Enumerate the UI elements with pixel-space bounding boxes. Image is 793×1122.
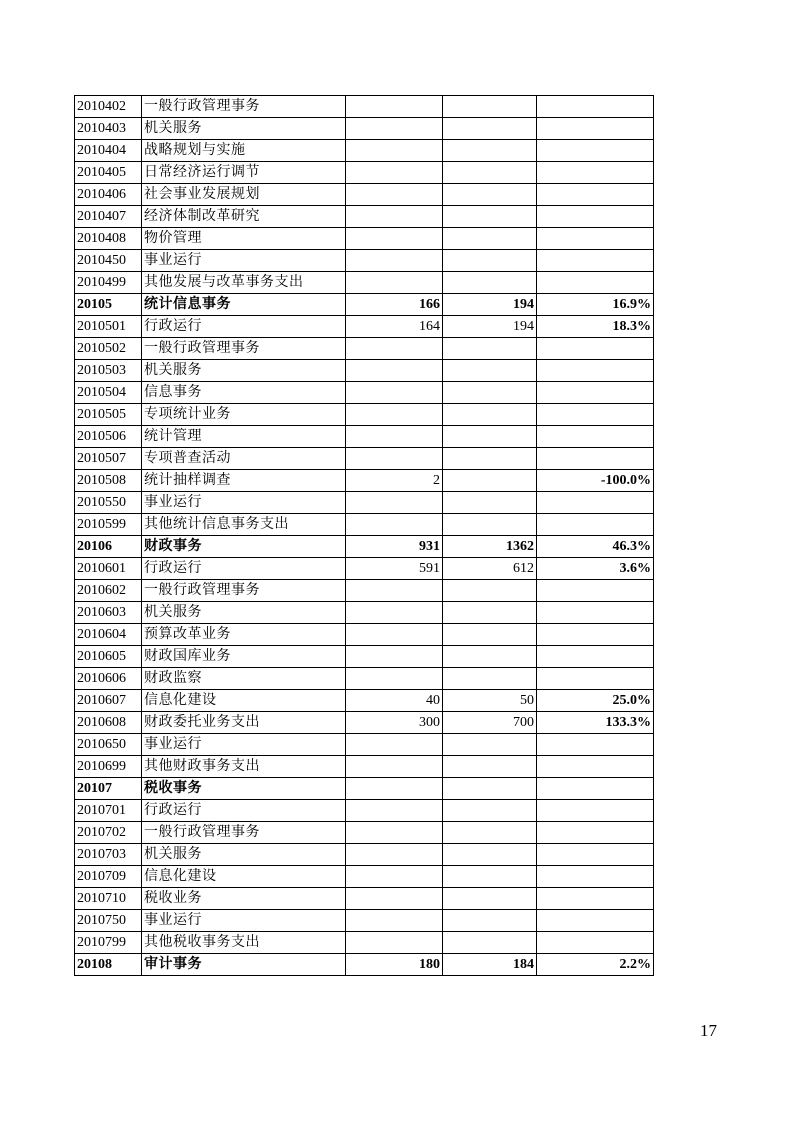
cell-growth-rate: [537, 910, 654, 932]
cell-code: 2010604: [75, 624, 142, 646]
cell-code: 2010503: [75, 360, 142, 382]
cell-growth-rate: [537, 866, 654, 888]
cell-prior-value: [346, 96, 443, 118]
cell-current-value: [443, 646, 537, 668]
cell-prior-value: [346, 514, 443, 536]
cell-current-value: [443, 580, 537, 602]
cell-name: 专项统计业务: [142, 404, 346, 426]
cell-name: 统计管理: [142, 426, 346, 448]
table-row: [75, 646, 654, 668]
cell-name: 财政事务: [142, 536, 346, 558]
cell-growth-rate: 46.3%: [537, 536, 654, 558]
cell-name: 物价管理: [142, 228, 346, 250]
cell-growth-rate: [537, 822, 654, 844]
cell-prior-value: 164: [346, 316, 443, 338]
cell-growth-rate: [537, 404, 654, 426]
table-row: [75, 470, 654, 492]
cell-current-value: [443, 382, 537, 404]
cell-growth-rate: [537, 228, 654, 250]
cell-code: 2010608: [75, 712, 142, 734]
cell-name: 信息事务: [142, 382, 346, 404]
cell-prior-value: [346, 646, 443, 668]
cell-growth-rate: [537, 118, 654, 140]
cell-growth-rate: 25.0%: [537, 690, 654, 712]
table-row: [75, 844, 654, 866]
cell-growth-rate: [537, 162, 654, 184]
cell-current-value: [443, 404, 537, 426]
cell-current-value: [443, 822, 537, 844]
cell-prior-value: 931: [346, 536, 443, 558]
table-row: [75, 910, 654, 932]
table-row: [75, 558, 654, 580]
table-row: [75, 888, 654, 910]
table-row: [75, 624, 654, 646]
cell-code: 2010799: [75, 932, 142, 954]
cell-prior-value: 300: [346, 712, 443, 734]
cell-current-value: [443, 96, 537, 118]
cell-prior-value: [346, 910, 443, 932]
table-row: [75, 756, 654, 778]
cell-code: 2010750: [75, 910, 142, 932]
cell-prior-value: [346, 602, 443, 624]
cell-name: 机关服务: [142, 602, 346, 624]
cell-growth-rate: [537, 250, 654, 272]
cell-prior-value: [346, 382, 443, 404]
cell-current-value: [443, 756, 537, 778]
cell-current-value: 194: [443, 316, 537, 338]
cell-name: 战略规划与实施: [142, 140, 346, 162]
cell-current-value: [443, 624, 537, 646]
cell-code: 2010701: [75, 800, 142, 822]
cell-growth-rate: 2.2%: [537, 954, 654, 976]
cell-current-value: [443, 866, 537, 888]
cell-current-value: [443, 228, 537, 250]
table-row: [75, 338, 654, 360]
table-row: [75, 602, 654, 624]
cell-name: 事业运行: [142, 492, 346, 514]
cell-growth-rate: [537, 360, 654, 382]
budget-table-body: [75, 96, 654, 976]
cell-current-value: [443, 140, 537, 162]
cell-name: 行政运行: [142, 800, 346, 822]
table-row: [75, 316, 654, 338]
cell-code: 2010402: [75, 96, 142, 118]
cell-code: 2010607: [75, 690, 142, 712]
cell-name: 专项普查活动: [142, 448, 346, 470]
cell-growth-rate: [537, 888, 654, 910]
table-row: [75, 162, 654, 184]
table-row: [75, 426, 654, 448]
cell-name: 其他统计信息事务支出: [142, 514, 346, 536]
cell-code: 2010502: [75, 338, 142, 360]
cell-growth-rate: [537, 624, 654, 646]
table-row: [75, 778, 654, 800]
table-row: [75, 118, 654, 140]
table-row: [75, 206, 654, 228]
cell-growth-rate: 133.3%: [537, 712, 654, 734]
table-row: [75, 96, 654, 118]
cell-current-value: [443, 250, 537, 272]
cell-name: 税收事务: [142, 778, 346, 800]
cell-prior-value: [346, 668, 443, 690]
cell-code: 2010605: [75, 646, 142, 668]
cell-code: 2010602: [75, 580, 142, 602]
cell-growth-rate: [537, 580, 654, 602]
table-row: [75, 382, 654, 404]
table-row: [75, 228, 654, 250]
cell-code: 2010606: [75, 668, 142, 690]
cell-current-value: [443, 734, 537, 756]
cell-prior-value: [346, 426, 443, 448]
cell-growth-rate: [537, 492, 654, 514]
table-row: [75, 250, 654, 272]
cell-name: 其他税收事务支出: [142, 932, 346, 954]
cell-code: 20105: [75, 294, 142, 316]
cell-prior-value: [346, 118, 443, 140]
cell-current-value: 50: [443, 690, 537, 712]
cell-current-value: [443, 910, 537, 932]
table-row: [75, 140, 654, 162]
cell-prior-value: [346, 932, 443, 954]
cell-code: 2010499: [75, 272, 142, 294]
cell-prior-value: [346, 140, 443, 162]
cell-growth-rate: [537, 140, 654, 162]
cell-prior-value: [346, 206, 443, 228]
cell-prior-value: [346, 404, 443, 426]
cell-code: 2010603: [75, 602, 142, 624]
cell-current-value: [443, 206, 537, 228]
cell-name: 统计抽样调查: [142, 470, 346, 492]
cell-name: 税收业务: [142, 888, 346, 910]
cell-current-value: 184: [443, 954, 537, 976]
cell-name: 机关服务: [142, 360, 346, 382]
cell-code: 2010709: [75, 866, 142, 888]
cell-name: 行政运行: [142, 316, 346, 338]
cell-current-value: [443, 932, 537, 954]
table-row: [75, 514, 654, 536]
cell-code: 2010504: [75, 382, 142, 404]
cell-prior-value: 40: [346, 690, 443, 712]
cell-current-value: [443, 118, 537, 140]
cell-growth-rate: [537, 272, 654, 294]
table-row: [75, 404, 654, 426]
cell-prior-value: [346, 492, 443, 514]
cell-prior-value: 591: [346, 558, 443, 580]
cell-current-value: [443, 272, 537, 294]
cell-name: 社会事业发展规划: [142, 184, 346, 206]
table-row: [75, 932, 654, 954]
cell-current-value: [443, 162, 537, 184]
cell-current-value: [443, 492, 537, 514]
cell-code: 2010403: [75, 118, 142, 140]
cell-prior-value: [346, 360, 443, 382]
cell-code: 2010703: [75, 844, 142, 866]
cell-name: 事业运行: [142, 250, 346, 272]
cell-name: 信息化建设: [142, 866, 346, 888]
table-row: [75, 800, 654, 822]
cell-prior-value: [346, 448, 443, 470]
cell-current-value: [443, 602, 537, 624]
cell-name: 预算改革业务: [142, 624, 346, 646]
table-row: [75, 822, 654, 844]
page-number: 17: [700, 1021, 717, 1040]
cell-prior-value: 2: [346, 470, 443, 492]
cell-prior-value: [346, 272, 443, 294]
table-row: [75, 536, 654, 558]
cell-prior-value: [346, 844, 443, 866]
cell-growth-rate: [537, 338, 654, 360]
cell-current-value: 700: [443, 712, 537, 734]
cell-current-value: [443, 360, 537, 382]
cell-name: 事业运行: [142, 910, 346, 932]
cell-current-value: [443, 184, 537, 206]
cell-name: 日常经济运行调节: [142, 162, 346, 184]
cell-code: 2010506: [75, 426, 142, 448]
cell-growth-rate: [537, 844, 654, 866]
cell-name: 事业运行: [142, 734, 346, 756]
cell-growth-rate: [537, 382, 654, 404]
cell-prior-value: [346, 734, 443, 756]
cell-code: 2010601: [75, 558, 142, 580]
cell-prior-value: [346, 228, 443, 250]
cell-prior-value: [346, 778, 443, 800]
cell-code: 2010450: [75, 250, 142, 272]
cell-current-value: 1362: [443, 536, 537, 558]
cell-current-value: [443, 426, 537, 448]
cell-name: 其他发展与改革事务支出: [142, 272, 346, 294]
cell-prior-value: [346, 338, 443, 360]
cell-growth-rate: 18.3%: [537, 316, 654, 338]
cell-name: 一般行政管理事务: [142, 580, 346, 602]
cell-prior-value: [346, 756, 443, 778]
table-row: [75, 668, 654, 690]
cell-prior-value: [346, 888, 443, 910]
cell-prior-value: [346, 184, 443, 206]
cell-current-value: [443, 800, 537, 822]
table-row: [75, 580, 654, 602]
cell-name: 一般行政管理事务: [142, 338, 346, 360]
cell-name: 信息化建设: [142, 690, 346, 712]
cell-current-value: [443, 470, 537, 492]
cell-name: 行政运行: [142, 558, 346, 580]
cell-growth-rate: [537, 778, 654, 800]
cell-growth-rate: [537, 734, 654, 756]
cell-name: 审计事务: [142, 954, 346, 976]
cell-name: 机关服务: [142, 118, 346, 140]
cell-name: 财政监察: [142, 668, 346, 690]
cell-current-value: 194: [443, 294, 537, 316]
cell-growth-rate: [537, 206, 654, 228]
cell-growth-rate: [537, 756, 654, 778]
cell-name: 其他财政事务支出: [142, 756, 346, 778]
cell-code: 2010702: [75, 822, 142, 844]
cell-growth-rate: [537, 646, 654, 668]
cell-code: 2010407: [75, 206, 142, 228]
budget-table: [74, 95, 654, 976]
cell-prior-value: [346, 822, 443, 844]
cell-growth-rate: 16.9%: [537, 294, 654, 316]
cell-code: 2010408: [75, 228, 142, 250]
cell-current-value: [443, 668, 537, 690]
cell-code: 20108: [75, 954, 142, 976]
table-row: [75, 954, 654, 976]
cell-growth-rate: [537, 514, 654, 536]
table-row: [75, 866, 654, 888]
cell-current-value: [443, 844, 537, 866]
cell-name: 经济体制改革研究: [142, 206, 346, 228]
cell-growth-rate: [537, 668, 654, 690]
cell-growth-rate: [537, 96, 654, 118]
cell-code: 2010406: [75, 184, 142, 206]
cell-code: 2010550: [75, 492, 142, 514]
cell-growth-rate: [537, 426, 654, 448]
cell-code: 2010710: [75, 888, 142, 910]
cell-code: 2010501: [75, 316, 142, 338]
cell-prior-value: [346, 866, 443, 888]
cell-growth-rate: [537, 932, 654, 954]
table-row: [75, 448, 654, 470]
cell-prior-value: [346, 250, 443, 272]
cell-current-value: [443, 338, 537, 360]
cell-code: 2010650: [75, 734, 142, 756]
cell-code: 2010505: [75, 404, 142, 426]
cell-growth-rate: 3.6%: [537, 558, 654, 580]
cell-prior-value: [346, 580, 443, 602]
cell-code: 2010404: [75, 140, 142, 162]
cell-current-value: [443, 514, 537, 536]
cell-prior-value: [346, 162, 443, 184]
cell-code: 2010507: [75, 448, 142, 470]
table-row: [75, 712, 654, 734]
cell-name: 财政国库业务: [142, 646, 346, 668]
cell-current-value: 612: [443, 558, 537, 580]
cell-name: 财政委托业务支出: [142, 712, 346, 734]
cell-prior-value: [346, 624, 443, 646]
cell-current-value: [443, 778, 537, 800]
cell-name: 一般行政管理事务: [142, 96, 346, 118]
cell-growth-rate: -100.0%: [537, 470, 654, 492]
table-row: [75, 734, 654, 756]
table-row: [75, 184, 654, 206]
cell-code: 2010599: [75, 514, 142, 536]
cell-code: 2010699: [75, 756, 142, 778]
table-row: [75, 492, 654, 514]
cell-growth-rate: [537, 184, 654, 206]
cell-code: 20107: [75, 778, 142, 800]
cell-prior-value: 166: [346, 294, 443, 316]
cell-code: 2010508: [75, 470, 142, 492]
cell-prior-value: [346, 800, 443, 822]
cell-name: 一般行政管理事务: [142, 822, 346, 844]
cell-name: 机关服务: [142, 844, 346, 866]
cell-code: 20106: [75, 536, 142, 558]
cell-current-value: [443, 448, 537, 470]
cell-growth-rate: [537, 448, 654, 470]
cell-current-value: [443, 888, 537, 910]
cell-name: 统计信息事务: [142, 294, 346, 316]
table-row: [75, 360, 654, 382]
cell-prior-value: 180: [346, 954, 443, 976]
table-row: [75, 294, 654, 316]
cell-code: 2010405: [75, 162, 142, 184]
table-row: [75, 272, 654, 294]
cell-growth-rate: [537, 602, 654, 624]
cell-growth-rate: [537, 800, 654, 822]
table-row: [75, 690, 654, 712]
